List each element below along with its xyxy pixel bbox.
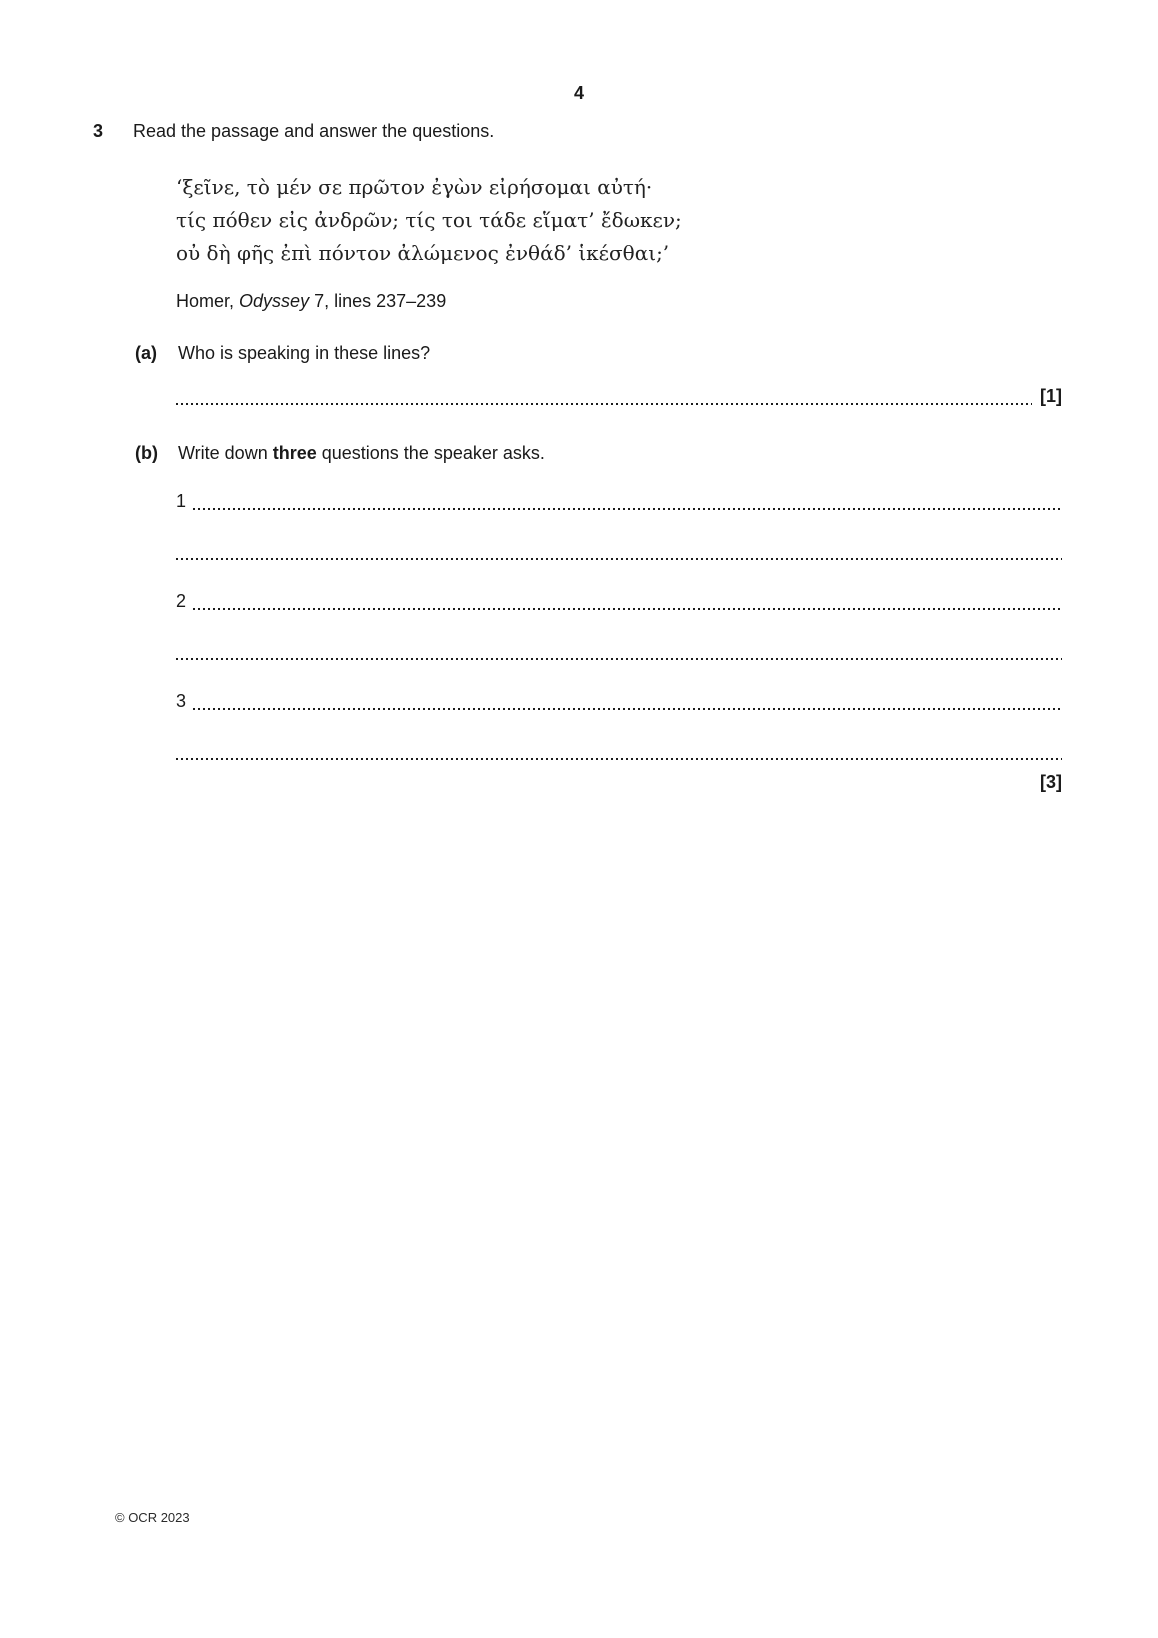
question-instruction: Read the passage and answer the questions. xyxy=(133,121,495,141)
greek-passage xyxy=(176,171,682,270)
answer-line-b3-continued[interactable] xyxy=(176,740,1062,762)
dotted-answer-line xyxy=(193,590,1062,612)
dotted-answer-line xyxy=(193,690,1062,712)
part-a-row xyxy=(135,343,430,364)
answer-line-b1-continued[interactable] xyxy=(176,540,1062,562)
part-a-label: (a) xyxy=(135,343,157,363)
dotted-answer-line xyxy=(176,640,1062,662)
greek-passage-line-1: ‘ξεῖνε, τὸ μέν σε πρῶτον ἐγὼν εἰρήσομαι αὐτή· xyxy=(176,175,653,199)
answer-line-b2-continued[interactable] xyxy=(176,640,1062,662)
passage-attribution xyxy=(176,291,446,312)
page-number: 4 xyxy=(573,83,584,103)
part-b-row xyxy=(135,443,545,464)
dotted-answer-line xyxy=(193,490,1062,512)
part-b-prompt-emphasis: three xyxy=(272,443,317,463)
dotted-answer-line xyxy=(176,740,1062,762)
part-a-prompt: Who is speaking in these lines? xyxy=(178,343,431,363)
question-3-row xyxy=(93,121,494,142)
answer-line-b1[interactable] xyxy=(176,490,1062,512)
part-b-marks-row xyxy=(176,772,1062,793)
answer-line-a[interactable] xyxy=(176,385,1062,407)
greek-passage-line-2: τίς πόθεν εἰς ἀνδρῶν; τίς τοι τάδε εἵματ’ ἔδωκεν; xyxy=(176,208,682,232)
attribution-detail: 7, lines 237–239 xyxy=(314,291,447,311)
part-b-marks: [3] xyxy=(1040,772,1062,792)
attribution-author: Homer, xyxy=(176,291,235,311)
part-a-marks: [1] xyxy=(1040,386,1062,406)
copyright-footer: © OCR 2023 xyxy=(115,1510,190,1525)
answer-number-2: 2 xyxy=(176,591,187,611)
dotted-answer-line xyxy=(176,385,1032,407)
part-b-prompt-start: Write down xyxy=(178,443,268,463)
attribution-work-title: Odyssey xyxy=(239,291,310,311)
question-number: 3 xyxy=(93,121,104,141)
part-b-label: (b) xyxy=(135,443,158,463)
part-b-prompt xyxy=(178,443,545,464)
greek-passage-line-3: οὐ δὴ φῆς ἐπὶ πόντον ἀλώμενος ἐνθάδ’ ἱκέσθαι;’ xyxy=(176,241,670,265)
answer-line-b2[interactable] xyxy=(176,590,1062,612)
dotted-answer-line xyxy=(176,540,1062,562)
part-b-prompt-end: questions the speaker asks. xyxy=(321,443,545,463)
answer-number-3: 3 xyxy=(176,691,187,711)
answer-number-1: 1 xyxy=(176,491,187,511)
answer-line-b3[interactable] xyxy=(176,690,1062,712)
